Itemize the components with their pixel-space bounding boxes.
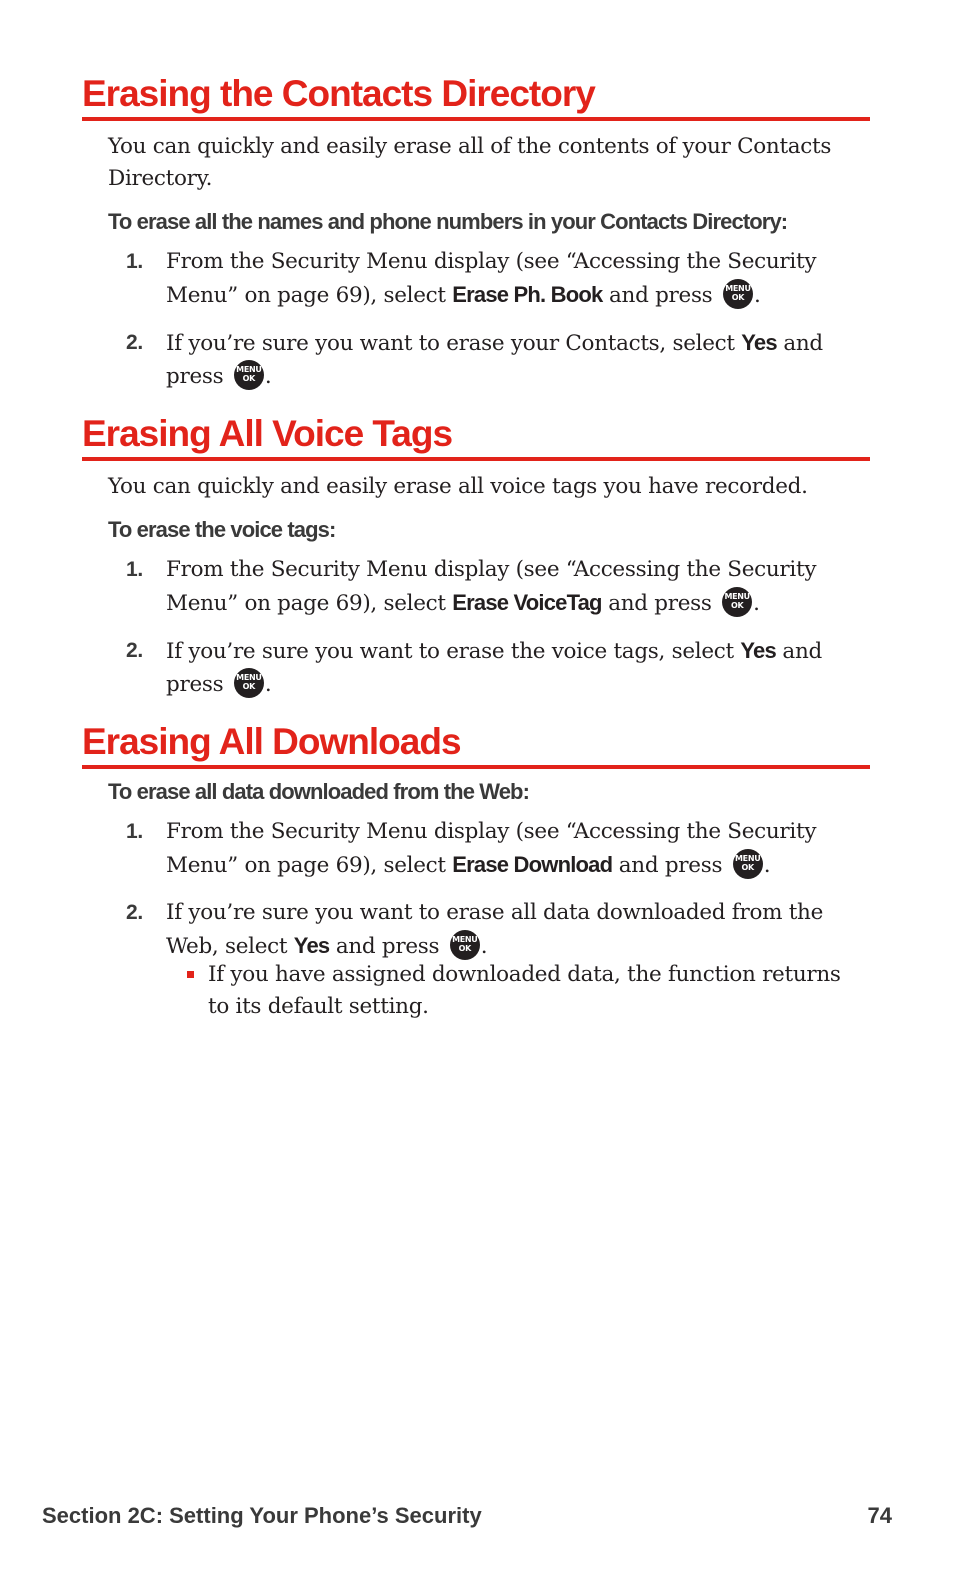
menu-ok-key-icon: MENU OK [450,930,480,960]
step-item [108,815,864,882]
step-text: From the Security Menu display (see “Accessing the Security Menu” on page 69), select [166,249,817,308]
step-number: 1. [126,558,143,581]
page-number: 74 [867,1503,892,1528]
step-text: . [264,364,272,389]
step-list [108,245,864,393]
menu-ok-key-icon: MENU OK [722,587,752,617]
procedure-lead: To erase all data downloaded from the Web: [108,779,530,804]
page-footer [42,1503,892,1529]
step-text: . [753,591,760,616]
step-list [108,815,864,1023]
step-text: If you’re sure you want to erase all data downloaded from the Web, select [166,900,824,959]
procedure-lead: To erase the voice tags: [108,517,336,542]
step-number: 2. [126,331,143,354]
menu-option-label: Erase VoiceTag [452,590,602,615]
step-text: . [264,672,272,697]
step-text: and press [329,934,446,959]
intro-text: You can quickly and easily erase all of the contents of your Contacts Directory. [108,134,832,191]
section-heading: Erasing All Voice Tags [82,412,870,461]
step-item [108,553,864,620]
menu-option-label: Yes [740,638,776,663]
step-text: and press [612,853,729,878]
step-number: 1. [126,250,143,273]
step-item [108,245,864,312]
menu-ok-key-icon: MENU OK [733,849,763,879]
section-erase-contacts [82,72,870,407]
step-item [108,896,864,1023]
menu-ok-key-icon: MENU OK [234,668,264,698]
step-item [108,326,864,393]
step-text: . [753,283,761,308]
intro-text: You can quickly and easily erase all voice tags you have recorded. [108,474,808,499]
step-item [108,634,864,701]
menu-option-label: Erase Download [452,852,613,877]
procedure-lead: To erase all the names and phone numbers in your Contacts Directory: [108,209,788,234]
step-text: . [480,934,488,959]
section-erase-downloads [82,720,870,1037]
section-heading: Erasing All Downloads [82,720,870,769]
step-text: and press [166,331,823,389]
step-text: If you’re sure you want to erase your Contacts, select [166,331,742,356]
step-text: From the Security Menu display (see “Accessing the Security Menu” on page 69), select [166,557,817,616]
menu-ok-key-icon: MENU OK [723,279,753,309]
step-list [108,553,864,701]
step-text: . [763,853,771,878]
step-text: If you’re sure you want to erase the voice tags, select [166,639,741,664]
menu-option-label: Erase Ph. Book [452,282,603,307]
note-bullet [208,959,864,1023]
step-text: and press [166,639,822,697]
menu-ok-key-icon: MENU OK [234,360,264,390]
step-text: and press [601,591,719,616]
note-text: If you have assigned downloaded data, the function returns to its default setting. [208,962,841,1019]
step-text: From the Security Menu display (see “Accessing the Security Menu” on page 69), select [166,819,817,878]
step-number: 2. [126,639,143,662]
menu-option-label: Yes [741,330,777,355]
footer-section-title: Section 2C: Setting Your Phone’s Security [42,1503,482,1528]
section-heading: Erasing the Contacts Directory [82,72,870,121]
step-text: and press [602,283,719,308]
menu-option-label: Yes [293,933,330,958]
step-number: 1. [126,820,143,843]
step-number: 2. [126,901,143,924]
section-erase-voice-tags [82,412,870,715]
square-bullet-icon [187,971,194,978]
